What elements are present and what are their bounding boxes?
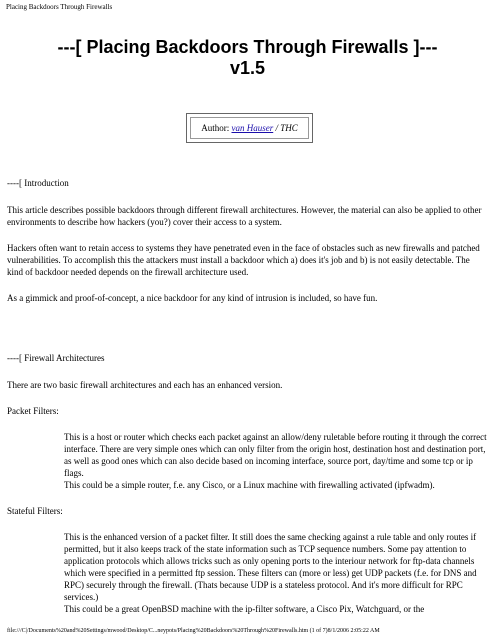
author-box <box>186 113 313 143</box>
intro-paragraph-1: This article describes possible backdoors through different firewall architectures. However, the material can also be applied to other environments to describe how hackers (you?) cover their access to a system. <box>7 205 482 227</box>
page-title-line1: ---[ Placing Backdoors Through Firewalls ]--- <box>57 37 438 57</box>
intro-heading: ----[ Introduction <box>7 178 69 188</box>
packet-filters-example: This could be a simple router, f.e. any Cisco, or a Linux machine with firewalling activated (ipfwadm). <box>64 480 435 490</box>
author-separator: / <box>275 123 278 133</box>
packet-filters-description: This is a host or router which checks each packet against an allow/deny ruletable before routing it through the correct interface. There are very simple ones which can only filter from the origin host, destination host and destination port, as well as good ones which can also decide based on incoming interface, source port, day/time and some tcp or ip flags. <box>64 432 487 478</box>
packet-filters-label: Packet Filters: <box>7 406 59 416</box>
stateful-filters-block <box>7 531 487 615</box>
page-title-version: v1.5 <box>229 58 266 78</box>
stateful-filters-label: Stateful Filters: <box>7 506 63 516</box>
intro-paragraph-2: Hackers often want to retain access to systems they have penetrated even in the face of obstacles such as new firewalls and patched vulnerabilities. To accomplish this the attackers must install a backdoor which a) does it's job and b) is not easily detectable. The kind of backdoor needed depends on the firewall architecture used. <box>7 243 480 277</box>
article-body <box>7 177 487 615</box>
author-link[interactable]: van Hauser <box>231 123 274 133</box>
intro-paragraph-3: As a gimmick and proof-of-concept, a nice backdoor for any kind of intrusion is included, so have fun. <box>7 293 378 303</box>
author-prefix: Author: <box>201 123 230 133</box>
stateful-filters-description: This is the enhanced version of a packet filter. It still does the same checking against a rule table and only routes if permitted, but it also keeps track of the state information such as TCP sequence numbers. Some pay attention to application protocols which allows tricks such as only opening ports to the interiour network for ftp-data channels which were specified in a permitted ftp session. These filters can (more or less) get UDP packets (f.e. for DNS and RPC) securely through the firewall. (Thats because UDP is a stateless protocol. And it's more difficult for RPC services.) <box>64 532 477 602</box>
author-box-inner <box>190 117 309 139</box>
stateful-filters-example: This could be a great OpenBSD machine with the ip-filter software, a Cisco Pix, Watchguard, or the <box>64 604 425 614</box>
author-org: THC <box>280 123 298 133</box>
arch-heading: ----[ Firewall Architectures <box>7 353 105 363</box>
page-title <box>0 37 495 79</box>
print-footer-url: file:///C|/Documents%20and%20Settings/mwood/Desktop/C...neypots/Placing%20Backdoors%20Through%20Firewalls.htm (1 of 7)8/1/2006 2:05:22 AM <box>7 628 380 634</box>
arch-paragraph-1: There are two basic firewall architectures and each has an enhanced version. <box>7 380 283 390</box>
packet-filters-block <box>7 431 487 491</box>
print-header-title: Placing Backdoors Through Firewalls <box>6 3 113 11</box>
